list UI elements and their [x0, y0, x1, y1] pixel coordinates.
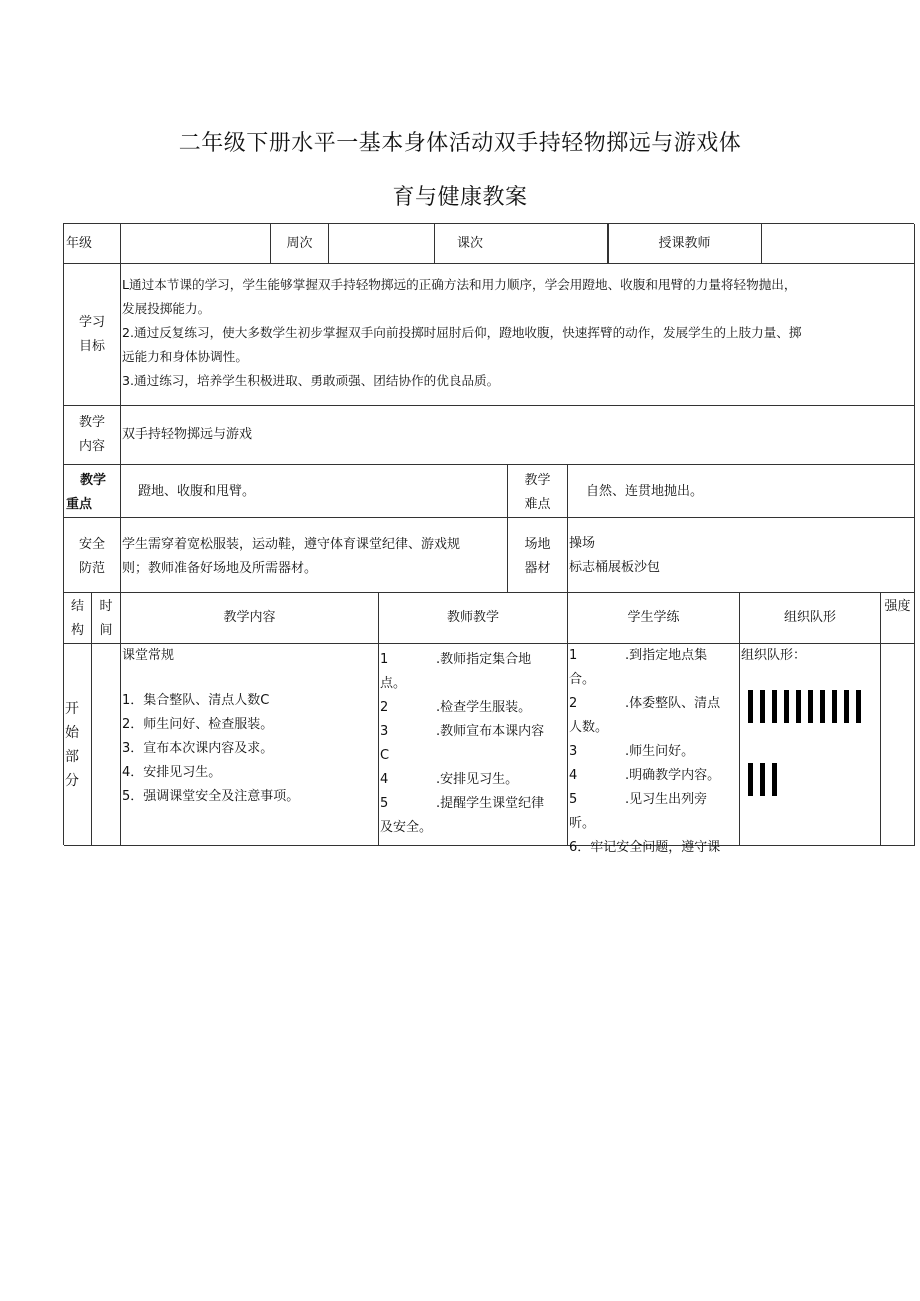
formation-bar — [796, 690, 801, 723]
formation-bar — [748, 690, 753, 723]
opening-intensity — [881, 644, 915, 846]
opening-student — [568, 644, 740, 855]
list-item: 及安全。 — [380, 820, 433, 835]
venue-value: 操场 标志桶展板沙包 — [568, 518, 915, 593]
difficulty-label: 教学 难点 — [508, 465, 568, 518]
formation-bar — [832, 690, 837, 723]
objective-line: 发展投掷能力。 — [122, 301, 211, 316]
objectives-label: 学习 目标 — [64, 264, 121, 406]
difficulty-value: 自然、连贯地抛出。 — [568, 465, 915, 518]
formation-bar — [808, 690, 813, 723]
formation-bar — [772, 690, 777, 723]
col-teacher-teaching: 教师教学 — [379, 593, 568, 644]
lesson-label: 课次 — [435, 224, 608, 264]
list-item: 5 .见习生出列旁 — [569, 792, 708, 807]
list-item: 4．安排见习生。 — [122, 765, 222, 780]
key-points-value: 蹬地、收腹和甩臂。 — [121, 465, 508, 518]
formation-bar — [748, 763, 753, 796]
list-item: 人数。 — [569, 720, 609, 735]
content-value: 双手持轻物掷远与游戏 — [121, 406, 915, 465]
section-opening: 开 始 部 分 — [64, 644, 92, 846]
list-item: 6．牢记安全问题，遵守课 — [569, 840, 721, 855]
teacher-label: 授课教师 — [608, 224, 762, 264]
formation-bar — [856, 690, 861, 723]
opening-formation — [740, 644, 881, 846]
opening-content-title: 课堂常规 — [122, 648, 175, 663]
list-item: C — [380, 748, 390, 763]
document-title-line1: 二年级下册水平一基本身体活动双手持轻物掷远与游戏体 — [178, 131, 742, 156]
opening-content — [121, 644, 379, 846]
objective-line: 远能力和身体协调性。 — [122, 349, 248, 364]
formation-bar — [760, 690, 765, 723]
list-item: 2 .检查学生服装。 — [380, 700, 532, 715]
venue-label: 场地 器材 — [508, 518, 568, 593]
formation-bar — [772, 763, 777, 796]
list-item: 5．强调课堂安全及注意事项。 — [122, 789, 300, 804]
opening-teacher — [379, 644, 568, 846]
list-item: 3 .教师宣布本课内容 — [380, 724, 545, 739]
list-item: 1 .教师指定集合地 — [380, 652, 532, 667]
grade-label: 年级 — [64, 224, 121, 264]
lesson-plan-table — [63, 223, 914, 855]
safety-text: 学生需穿着宽松服装，运动鞋，遵守体育课堂纪律、游戏规 则；教师准备好场地及所需器材。 — [121, 518, 508, 593]
content-label: 教学 内容 — [64, 406, 121, 465]
document-title-line2: 育与健康教案 — [392, 185, 528, 210]
formation-bar — [784, 690, 789, 723]
week-label: 周次 — [271, 224, 329, 264]
objective-line: L通过本节课的学习，学生能够掌握双手持轻物掷远的正确方法和用力顺序，学会用蹬地、收腹和甩臂的力量将轻物抛出， — [122, 277, 797, 292]
list-item: 4 .明确教学内容。 — [569, 768, 721, 783]
teacher-value — [762, 224, 915, 264]
objective-line: 3.通过练习，培养学生积极进取、勇敢顽强、团结协作的优良品质。 — [122, 373, 500, 388]
list-item: 5 .提醒学生课堂纪律 — [380, 796, 545, 811]
week-value — [329, 224, 435, 264]
list-item: 1 .到指定地点集 — [569, 648, 708, 663]
list-item: 点。 — [380, 676, 407, 691]
list-item: 2．师生问好、检查服装。 — [122, 717, 274, 732]
col-teaching-content: 教学内容 — [121, 593, 379, 644]
list-item: 4 .安排见习生。 — [380, 772, 519, 787]
objective-line: 2.通过反复练习，使大多数学生初步掌握双手向前投掷时屈肘后仰，蹬地收腹，快速挥臂的动作，发展学生的上肢力量、掷 — [122, 325, 802, 340]
objectives-text — [121, 264, 915, 406]
formation-label: 组织队形： — [741, 648, 807, 663]
list-item: 3 .师生问好。 — [569, 744, 695, 759]
col-formation: 组织队形 — [740, 593, 881, 644]
formation-bar — [820, 690, 825, 723]
formation-bar — [760, 763, 765, 796]
col-student-practice: 学生学练 — [568, 593, 740, 644]
list-item: 1．集合整队、清点人数C — [122, 693, 270, 708]
list-item: 2 .体委整队、清点 — [569, 696, 721, 711]
col-intensity: 强度 — [881, 593, 915, 644]
opening-time — [92, 644, 121, 846]
col-structure: 结 构 — [64, 593, 92, 644]
key-points-label: 教学 重点 — [64, 465, 121, 518]
list-item: 合。 — [569, 672, 596, 687]
grade-value — [121, 224, 271, 264]
list-item: 3．宣布本次课内容及求。 — [122, 741, 274, 756]
list-item: 听。 — [569, 816, 596, 831]
formation-bar — [844, 690, 849, 723]
safety-label: 安全 防范 — [64, 518, 121, 593]
col-time: 时 间 — [92, 593, 121, 644]
